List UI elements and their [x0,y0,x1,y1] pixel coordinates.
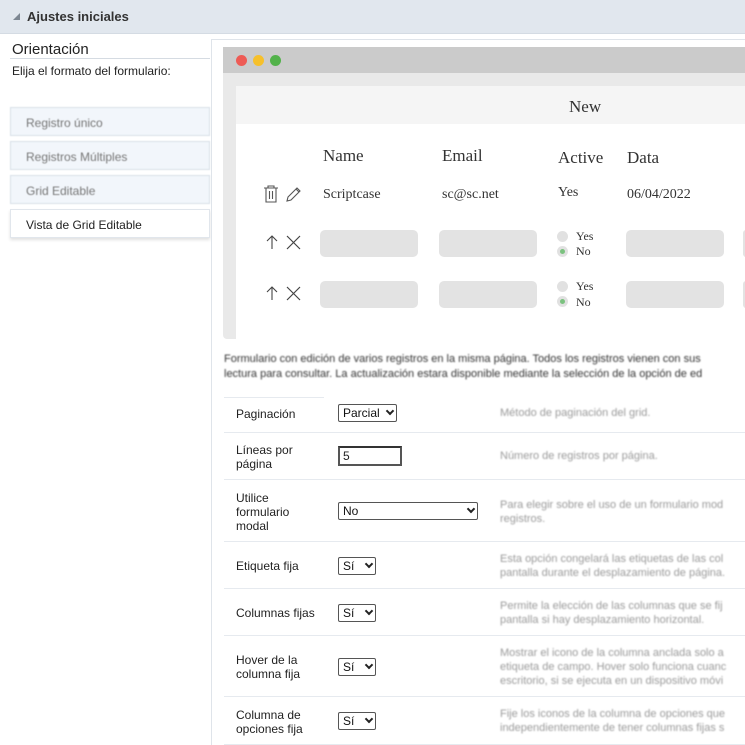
radio-no[interactable] [557,246,568,257]
orientation-heading: Orientación [12,41,89,58]
hover-columna-fija-select[interactable]: Sí [338,658,376,676]
grid-toolbar [236,86,745,124]
setting-hint: Permite la elección de las columnas que se fij pantalla si hay desplazamiento horizontal. [500,600,723,626]
radio-yes[interactable] [557,281,568,292]
setting-hint: Fije los iconos de la columna de opciones que independientemente de tener columnas fijas s [500,708,726,734]
record-data: 06/04/2022 [627,187,691,202]
lineas-por-pagina-input[interactable]: 5 [338,446,402,466]
column-header-data: Data [627,148,660,167]
column-header-name: Name [323,146,364,165]
radio-yes-label: Yes [576,279,594,293]
option-grid-editable[interactable]: Grid Editable [10,175,210,204]
setting-hint: Número de registros por página. [500,450,658,462]
close-icon[interactable] [286,286,301,306]
etiqueta-fija-select[interactable]: Sí [338,557,376,575]
paginacion-select[interactable]: Parcial [338,404,397,422]
data-input-placeholder[interactable] [626,230,724,257]
column-header-email: Email [442,146,483,165]
email-input-placeholder[interactable] [439,281,537,308]
chevron-down-icon [365,715,373,723]
name-input-placeholder[interactable] [320,230,418,257]
chevron-down-icon [467,505,475,513]
new-button[interactable]: New [569,97,602,116]
name-input-placeholder[interactable] [320,281,418,308]
radio-yes[interactable] [557,231,568,242]
trash-icon[interactable] [263,185,279,208]
setting-label-lineas-por-pagina: Líneas por página [236,443,293,471]
chevron-down-icon [365,560,373,568]
section-header[interactable] [0,0,745,34]
close-dot-icon [236,55,247,66]
chevron-down-icon [386,407,394,415]
setting-label-etiqueta-fija: Etiqueta fija [236,559,299,573]
heading-divider [10,58,210,59]
collapse-triangle-icon[interactable] [13,13,20,20]
radio-yes-label: Yes [576,229,594,243]
minimize-dot-icon [253,55,264,66]
browser-title-bar [223,47,745,73]
formulario-modal-select[interactable]: No [338,502,478,520]
option-registro-unico[interactable]: Registro único [10,107,210,136]
data-input-placeholder[interactable] [626,281,724,308]
setting-label-columna-opciones-fija: Columna de opciones fija [236,708,303,736]
section-title: Ajustes iniciales [27,9,129,24]
setting-label-hover-columna-fija: Hover de la columna fija [236,653,301,681]
pencil-icon[interactable] [285,186,302,208]
setting-hint: Mostrar el icono de la columna anclada solo a etiqueta de campo. Hover solo funciona cuanc escritorio, si se ejecuta en un dispositivo móvi [500,647,727,687]
email-input-placeholder[interactable] [439,230,537,257]
chevron-down-icon [365,661,373,669]
chevron-down-icon [365,607,373,615]
setting-hint: Método de paginación del grid. [500,407,651,419]
radio-no-label: No [576,244,591,258]
columnas-fijas-select[interactable]: Sí [338,604,376,622]
orientation-subtitle: Elija el formato del formulario: [12,64,171,78]
record-name: Scriptcase [323,187,381,202]
maximize-dot-icon [270,55,281,66]
option-registros-multiples[interactable]: Registros Múltiples [10,141,210,170]
setting-label-columnas-fijas: Columnas fijas [236,606,315,620]
arrow-up-icon[interactable] [265,285,279,306]
option-vista-grid-editable[interactable]: Vista de Grid Editable [10,209,210,238]
setting-hint: Esta opción congelará las etiquetas de las col pantalla durante el desplazamiento de página. [500,553,726,579]
orientation-description: Formulario con edición de varios registros en la misma página. Todos los registros vienen con sus lectura para consultar. La actualización estara disponible mediante la selección de la opción de ed [224,353,703,380]
record-email: sc@sc.net [442,187,499,202]
columna-opciones-fija-select[interactable]: Sí [338,712,376,730]
radio-no-label: No [576,295,591,309]
record-active: Yes [558,185,579,200]
setting-label-paginacion: Paginación [236,407,296,421]
column-header-active: Active [558,148,604,167]
close-icon[interactable] [286,235,301,255]
setting-label-formulario-modal: Utilice formulario modal [236,491,290,533]
setting-hint: Para elegir sobre el uso de un formulario mod registros. [500,499,724,525]
arrow-up-icon[interactable] [265,234,279,255]
radio-no[interactable] [557,296,568,307]
